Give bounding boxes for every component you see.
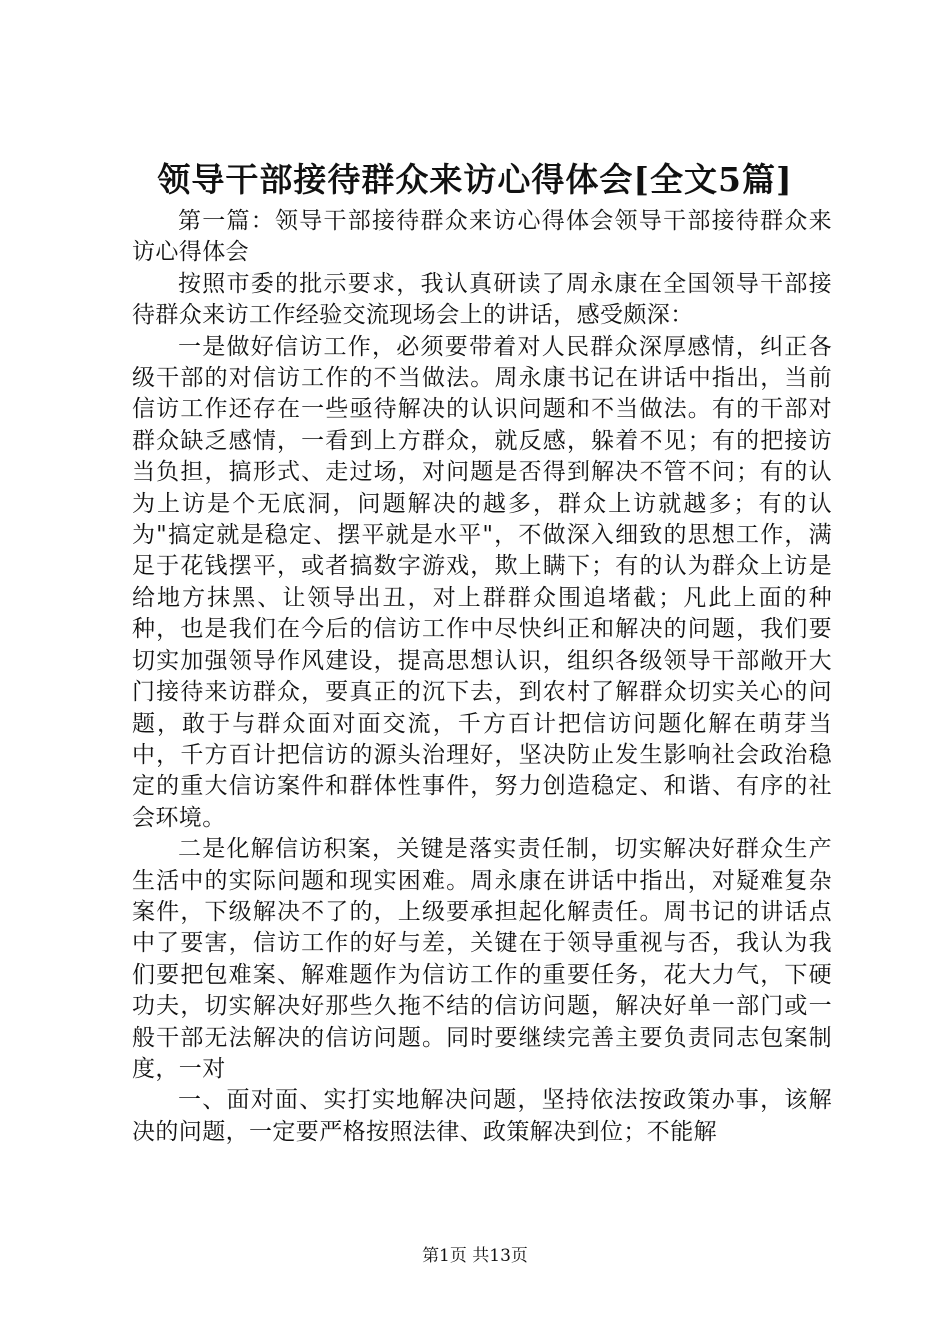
paragraph-1: 第一篇：领导干部接待群众来访心得体会领导干部接待群众来访心得体会 bbox=[132, 208, 832, 266]
paragraph-2: 按照市委的批示要求，我认真研读了周永康在全国领导干部接待群众来访工作经验交流现场会上的讲话，感受颇深： bbox=[132, 270, 832, 329]
paragraph-5: 一、面对面、实打实地解决问题，坚持依法按政策办事，该解决的问题，一定要严格按照法律、政策解决到位；不能解 bbox=[132, 1087, 832, 1145]
page-number-footer: 第1页 共13页 bbox=[422, 1246, 528, 1266]
document-body bbox=[132, 206, 832, 1148]
paragraph-3: 一是做好信访工作，必须要带着对人民群众深厚感情，纠正各级干部的对信访工作的不当做法。周永康书记在讲话中指出，当前信访工作还存在一些亟待解决的认识问题和不当做法。有的干部对群众缺乏感情，一看到上方群众，就反感，躲着不见；有的把接访当负担，搞形式、走过场，对问题是否得到解决不管不问；有的认为上访是个无底洞，问题解决的越多，群众上访就越多；有的认为"搞定就是稳定、摆平就是水平"，不做深入细致的思想工作，满足于花钱摆平，或者搞数字游戏，欺上瞒下；有的认为群众上访是给地方抹黑、让领导出丑，对上群群众围追堵截；凡此上面的种种，也是我们在今后的信访工作中尽快纠正和解决的问题，我们要切实加强领导作风建设，提高思想认识，组织各级领导干部敞开大门接待来访群众，要真正的沉下去，到农村了解群众切实关心的问题，敢于与群众面对面交流，千方百计把信访问题化解在萌芽当中，千方百计把信访的源头治理好，坚决防止发生影响社会政治稳定的重大信访案件和群体性事件，努力创造稳定、和谐、有序的社会环境。 bbox=[132, 333, 832, 831]
document-title: 领导干部接待群众来访心得体会[全文5篇] bbox=[157, 160, 793, 199]
paragraph-4: 二是化解信访积案，关键是落实责任制，切实解决好群众生产生活中的实际问题和现实困难。周永康在讲话中指出，对疑难复杂案件，下级解决不了的，上级要承担起化解责任。周书记的讲话点中了要害，信访工作的好与差，关键在于领导重视与否，我认为我们要把包难案、解难题作为信访工作的重要任务，花大力气，下硬功夫，切实解决好那些久拖不结的信访问题，解决好单一部门或一般干部无法解决的信访问题。同时要继续完善主要负责同志包案制度，一对 bbox=[132, 836, 832, 1082]
